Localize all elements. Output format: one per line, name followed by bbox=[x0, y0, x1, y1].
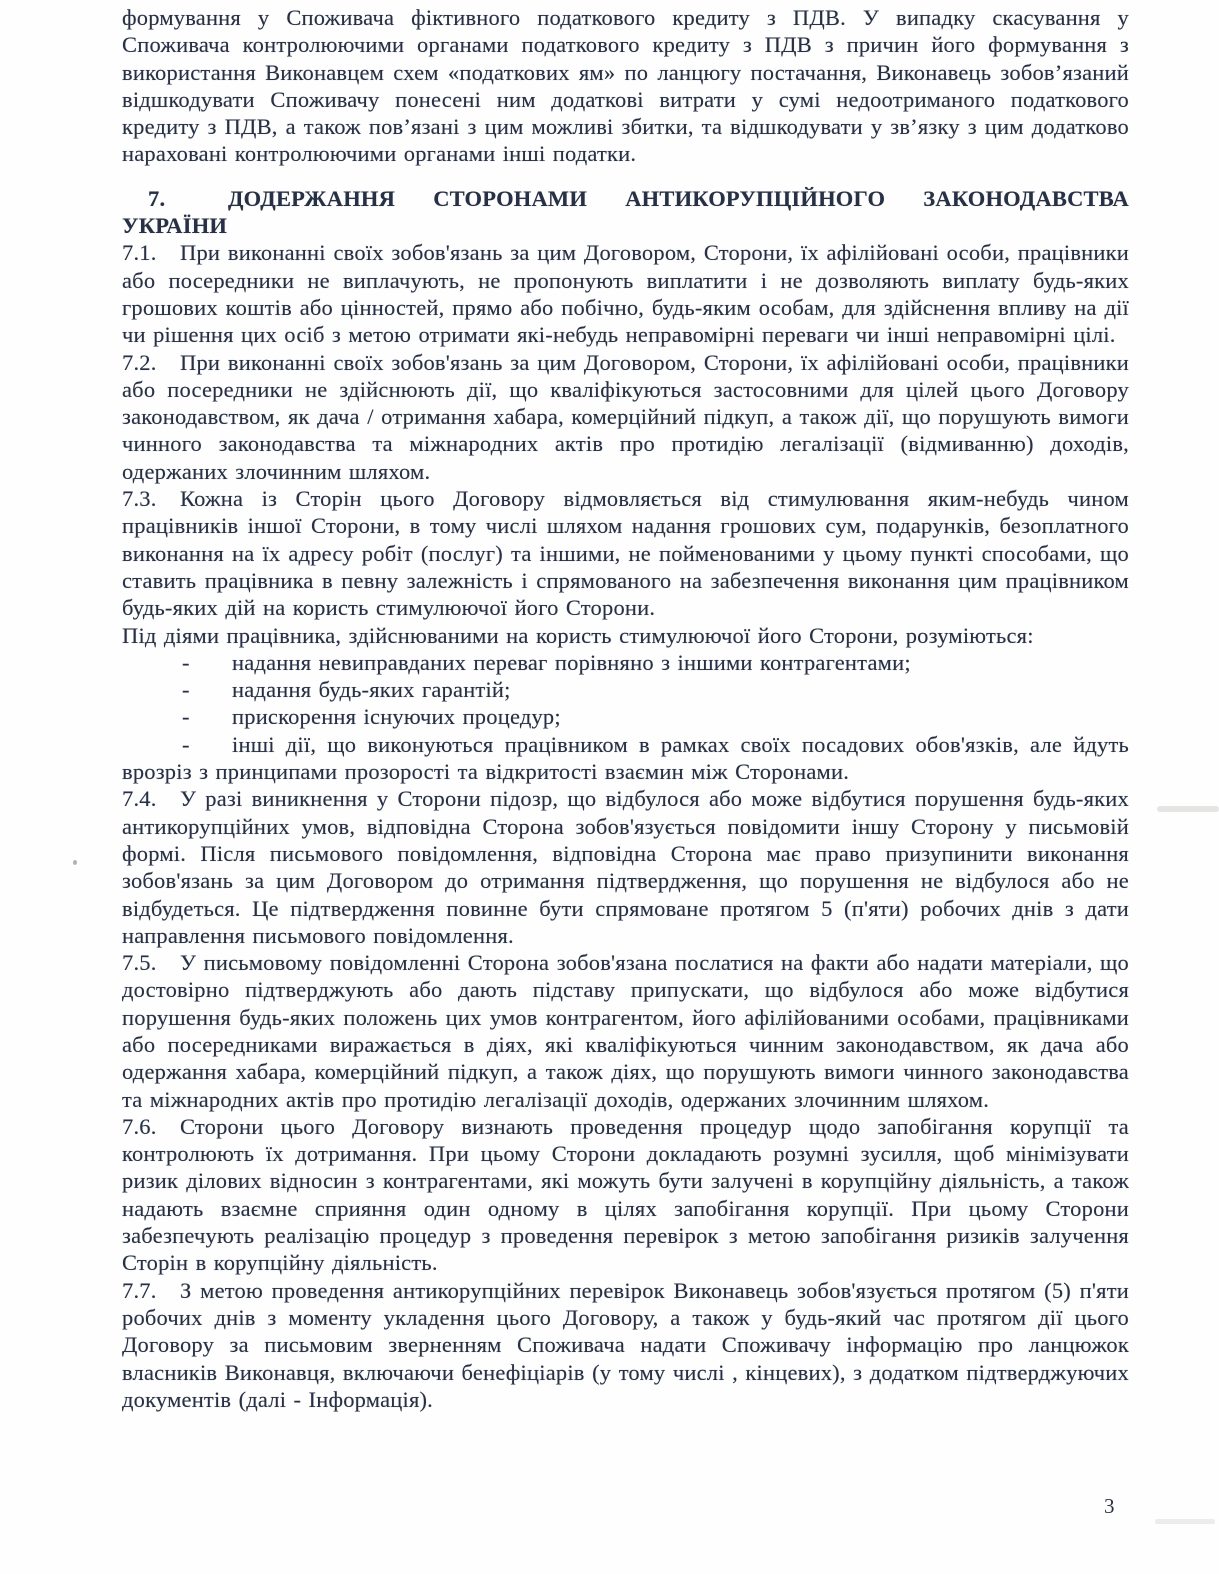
bullet-item bbox=[122, 731, 1129, 786]
scan-artifact-streak bbox=[1157, 806, 1219, 812]
bullet-text: інші дії, що виконуються працівником в рамках своїх посадових обов'язків, але йдуть врозріз з принципами прозорості та відкритості взаємин між Сторонами. bbox=[122, 731, 1129, 785]
clause-number: 7.2. bbox=[122, 349, 157, 375]
section-heading-title: ДОДЕРЖАННЯ СТОРОНАМИ АНТИКОРУПЦІЙНОГО ЗАКОНОДАВСТВА УКРАЇНИ bbox=[122, 185, 1129, 239]
clause-number: 7.1. bbox=[122, 240, 157, 266]
clause-7-4 bbox=[122, 785, 1129, 949]
clause-text: У разі виникнення у Сторони підозр, що відбулося або може відбутися порушення будь-яких антикорупційних умов, відповідна Сторона зобов'язується повідомити іншу Сторону у письмовій формі. Після письмового повідомлення, відповідна Сторона має право призупинити виконання зобов'язань за цим Договором до отримання підтвердження, що порушення не відбулося або не відбудеться. Це підтвердження повинне бути спрямоване протягом 5 (п'яти) робочих днів з дати направлення письмового повідомлення. bbox=[122, 786, 1129, 948]
bullet-dash: - bbox=[182, 704, 190, 730]
intro-paragraph: формування у Споживача фіктивного податкового кредиту з ПДВ. У випадку скасування у Споживача контролюючими органами податкового кредиту з ПДВ з причин його формування з використання Виконавцем схем «податкових ям» по ланцюгу постачання, Виконавець зобов’язаний відшкодувати Споживачу понесені ним додаткові витрати у сумі недоотриманого податкового кредиту з ПДВ, а також пов’язані з цим можливі збитки, та відшкодувати у зв’язку з цим додатково нараховані контролюючими органами інші податки. bbox=[122, 5, 1129, 167]
clause-text: Сторони цього Договору визнають проведення процедур щодо запобігання корупції та контролюють їх дотримання. При цьому Сторони докладають розумні зусилля, щоб мінімізувати ризик ділових відносин з контрагентами, які можуть бути залучені в корупційну діяльність, а також надають взаємне сприяння один одному в цілях запобігання корупції. При цьому Сторони забезпечують реалізацію процедур з проведення перевірок з метою запобігання ризиків залучення Сторін в корупційну діяльність. bbox=[122, 1113, 1129, 1276]
bullet-dash: - bbox=[182, 731, 190, 757]
clause-7-6 bbox=[122, 1113, 1129, 1277]
bullet-item bbox=[122, 676, 1129, 703]
clause-number: 7.3. bbox=[122, 486, 157, 512]
page-number: 3 bbox=[1104, 1494, 1115, 1518]
clause-text: У письмовому повідомленні Сторона зобов'язана послатися на факти або надати матеріали, що достовірно підтверджують або дають підставу припускати, що відбулося або може відбутися порушення будь-яких положень цих умов контрагентом, його афілійованими особами, працівниками або посередниками виражається в діях, які кваліфікуються чинним законодавством, як дача або одержання хабара, комерційний підкуп, а також діях, що порушують вимоги чинного законодавства та міжнародних актів про протидію легалізації доходів, одержаних злочинним шляхом. bbox=[122, 950, 1129, 1112]
clause-text: Кожна із Сторін цього Договору відмовляється від стимулювання яким-небудь чином працівників іншої Сторони, в тому числі шляхом надання грошових сум, подарунків, безоплатного виконання на їх адресу робіт (послуг) та іншими, не пойменованими у цьому пункті способами, що ставить працівника в певну залежність і спрямованого на забезпечення виконання цим працівником будь-яких дій на користь стимулюючої його Сторони. bbox=[122, 486, 1129, 621]
clause-7-2 bbox=[122, 349, 1129, 485]
bullet-text: прискорення існуючих процедур; bbox=[232, 704, 561, 730]
clause-7-1 bbox=[122, 239, 1129, 348]
scan-artifact-smudge bbox=[1155, 1519, 1215, 1524]
definition-intro: Під діями працівника, здійснюваними на користь стимулюючої його Сторони, розуміються: bbox=[122, 622, 1034, 648]
clause-number: 7.7. bbox=[122, 1277, 157, 1303]
bullet-dash: - bbox=[182, 677, 190, 703]
clause-number: 7.5. bbox=[122, 950, 157, 976]
section-heading-number: 7. bbox=[148, 185, 166, 211]
page-content bbox=[122, 4, 1129, 1413]
clause-7-7 bbox=[122, 1277, 1129, 1413]
clause-text: При виконанні своїх зобов'язань за цим Договором, Сторони, їх афілійовані особи, працівники або посередники не виплачують, не пропонують виплатити і не дозволяють виплату будь-яких грошових коштів або цінностей, прямо або побічно, будь-яким особам, для здійснення впливу на дії чи рішення цих осіб з метою отримати які-небудь неправомірні переваги чи інші неправомірні цілі. bbox=[122, 240, 1129, 348]
clause-number: 7.6. bbox=[122, 1113, 157, 1139]
bullet-dash: - bbox=[182, 649, 190, 675]
clause-7-5 bbox=[122, 949, 1129, 1113]
scan-artifact-speck bbox=[73, 860, 77, 865]
bullet-item bbox=[122, 703, 1129, 730]
clause-text: При виконанні своїх зобов'язань за цим Договором, Сторони, їх афілійовані особи, працівники або посередники не здійснюють дії, що кваліфікуються застосовними для цілей цього Договору законодавством, як дача / отримання хабара, комерційний підкуп, а також дії, що порушують вимоги чинного законодавства та міжнародних актів про протидію легалізації (відмиванню) доходів, одержаних злочинним шляхом. bbox=[122, 349, 1129, 484]
bullet-item bbox=[122, 649, 1129, 676]
clause-text: З метою проведення антикорупційних перевірок Виконавець зобов'язується протягом (5) п'яти робочих днів з моменту укладення цього Договору, а також у будь-який час протягом дії цього Договору за письмовим зверненням Споживача надати Споживачу інформацію про ланцюжок власників Виконавця, включаючи бенефіціарів (у тому числі , кінцевих), з додатком підтверджуючих документів (далі - Інформація). bbox=[122, 1277, 1129, 1412]
bullet-text: надання будь-яких гарантій; bbox=[232, 677, 511, 703]
clause-number: 7.4. bbox=[122, 786, 157, 812]
bullet-text: надання невиправданих переваг порівняно з іншими контрагентами; bbox=[232, 649, 911, 675]
clause-7-3 bbox=[122, 485, 1129, 621]
section-heading bbox=[122, 185, 1129, 240]
